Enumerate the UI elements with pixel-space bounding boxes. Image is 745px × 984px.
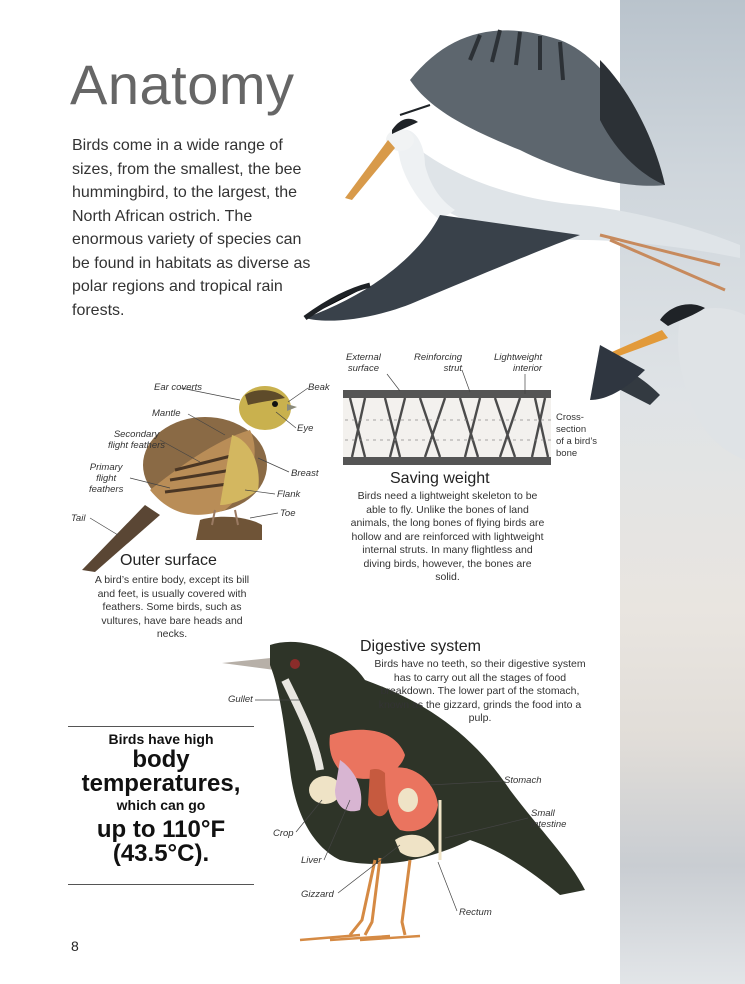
- label-secondary-flight-feathers: Secondary flight feathers: [108, 429, 166, 451]
- outer-surface-text: A bird’s entire body, except its bill and feet, is usually covered with feathers. Some birds, such as vultures, have bare heads and necks.: [94, 574, 250, 640]
- label-cross-section: Cross- section of a bird’s bone: [556, 412, 598, 459]
- label-lightweight-interior: Lightweight interior: [493, 352, 543, 374]
- temperature-callout: [68, 730, 254, 866]
- label-mantle: Mantle: [152, 408, 181, 419]
- page-number: 8: [71, 938, 79, 954]
- label-crop: Crop: [273, 828, 294, 839]
- callout-line-5: up to 110°F: [96, 816, 226, 843]
- label-eye: Eye: [297, 423, 314, 434]
- label-toe: Toe: [280, 508, 296, 519]
- label-breast: Breast: [291, 468, 319, 479]
- callout-line-2: body: [132, 746, 190, 773]
- saving-weight-text: Birds need a lightweight skeleton to be able to fly. Unlike the bones of land animals, the long bones of flying birds are hollow and are reinforced with lightweight internal struts. In many flightless and diving birds, however, the bones are solid.: [350, 490, 545, 583]
- label-gullet: Gullet: [228, 694, 253, 705]
- label-small-intestine: Small intestine: [531, 808, 567, 830]
- label-tail: Tail: [71, 513, 86, 524]
- digestive-text: Birds have no teeth, so their digestive system has to carry out all the stages of food breakdown. The lower part of the stomach, known as the gizzard, grinds the food into a pulp.: [374, 658, 586, 724]
- callout-line-6: (43.5°C).: [112, 840, 210, 867]
- label-ear-coverts: Ear coverts: [154, 382, 203, 393]
- callout-top-rule: [68, 726, 254, 727]
- label-liver: Liver: [301, 855, 322, 866]
- label-gizzard: Gizzard: [301, 889, 334, 900]
- callout-line-3: temperatures,: [81, 770, 241, 797]
- page-title: Anatomy: [70, 53, 295, 116]
- label-rectum: Rectum: [459, 907, 492, 918]
- callout-line-1: Birds have high: [108, 731, 214, 747]
- label-external-surface: External surface: [346, 352, 381, 374]
- digestive-heading: Digestive system: [360, 638, 481, 655]
- label-stomach: Stomach: [504, 775, 542, 786]
- label-reinforcing-strut: Reinforcing strut: [414, 352, 463, 374]
- intro-paragraph: Birds come in a wide range of sizes, from the smallest, the bee hummingbird, to the largest, the North African ostrich. The enormous variety of species can be found in habitats as diverse as polar regions and tropical rain forests.: [72, 137, 311, 319]
- outer-surface-heading: Outer surface: [120, 552, 217, 569]
- label-primary-flight-feathers: Primary flight feathers: [89, 462, 124, 495]
- callout-bottom-rule: [68, 884, 254, 885]
- label-flank: Flank: [277, 489, 301, 500]
- callout-line-4: which can go: [116, 797, 206, 813]
- label-beak: Beak: [308, 382, 330, 393]
- saving-weight-heading: Saving weight: [390, 470, 490, 487]
